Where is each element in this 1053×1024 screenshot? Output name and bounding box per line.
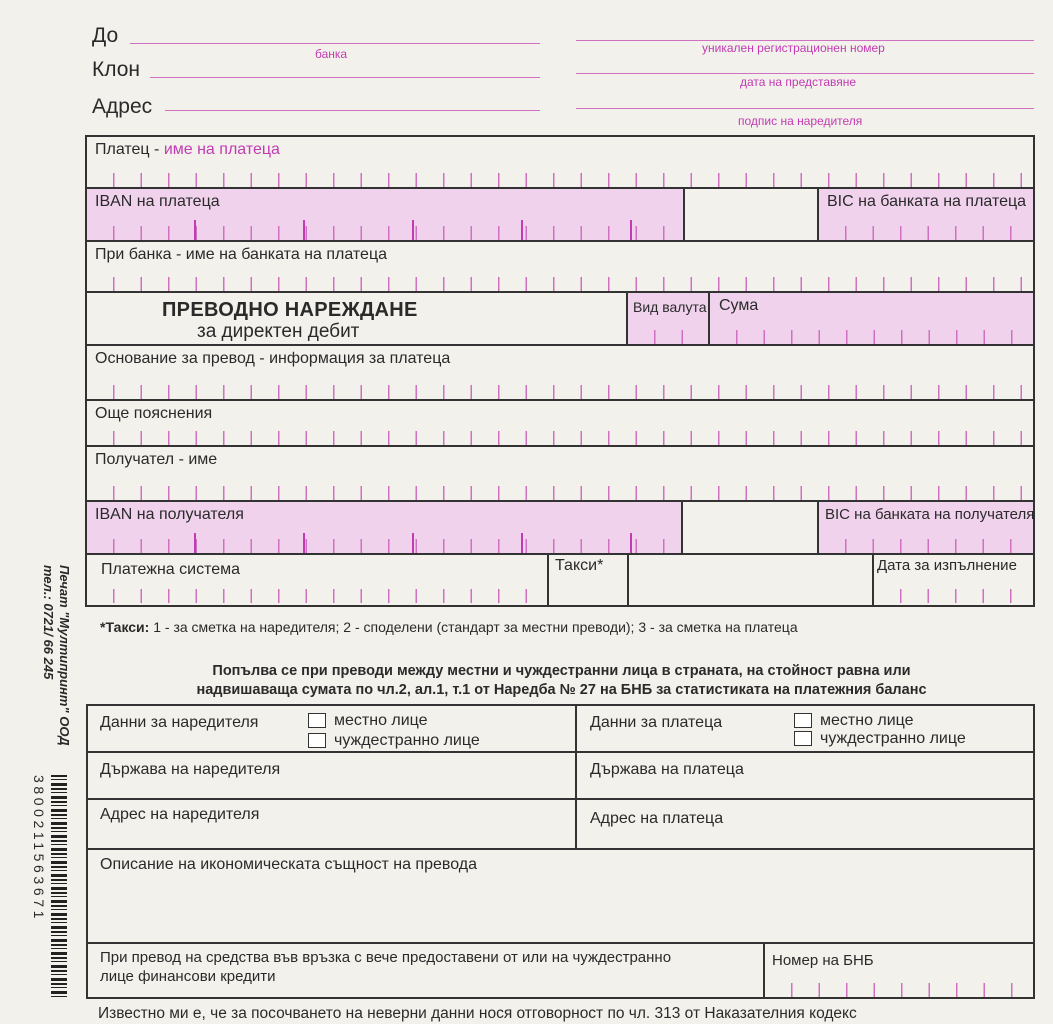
payer-data-label: Данни за платеца	[590, 714, 723, 731]
payer-address-field[interactable]	[577, 800, 1033, 848]
bnb-number-label: Номер на БНБ	[772, 952, 874, 969]
beneficiary-iban-label: IBAN на получателя	[95, 506, 244, 523]
payer-bank-label: При банка - име на банката на платеца	[95, 246, 387, 263]
date-hint: дата на представяне	[740, 75, 857, 89]
orderer-country-label: Държава на наредителя	[100, 761, 281, 778]
payer-local-checkbox[interactable]	[794, 713, 812, 728]
economic-desc-label: Описание на икономическата същност на превода	[100, 856, 477, 873]
signature-hint: подпис на наредителя	[738, 114, 863, 128]
document-title: ПРЕВОДНО НАРЕЖДАНЕ	[162, 299, 418, 321]
orderer-local-option[interactable]: местно лице	[308, 712, 428, 730]
payment-order-form	[85, 135, 1035, 607]
payer-bic-label: BIC на банката на платеца	[827, 193, 1027, 210]
orderer-country-field[interactable]	[88, 753, 575, 798]
beneficiary-iban-row	[87, 502, 1033, 555]
bank-line[interactable]	[130, 43, 540, 44]
orderer-local-checkbox[interactable]	[308, 713, 326, 728]
extra-row[interactable]	[87, 401, 1033, 447]
payer-input-ticks	[87, 173, 1033, 187]
country-row	[88, 753, 1033, 800]
to-label: До	[92, 24, 119, 47]
barcode	[33, 775, 67, 997]
printer-name: Печат "Мултипринт" ООД	[57, 565, 72, 746]
address-row	[88, 800, 1033, 850]
beneficiary-label: Получател - име	[95, 451, 218, 468]
payer-label: Платец - име на платеца	[95, 141, 280, 158]
beneficiary-bic-label: BIC на банката на получателя	[825, 506, 1035, 523]
beneficiary-row[interactable]	[87, 447, 1033, 502]
execution-date-field[interactable]	[874, 555, 1033, 603]
execution-date-label: Дата за изпълнение	[877, 557, 1017, 574]
currency-label: Вид валута	[633, 299, 707, 315]
person-type-row	[88, 706, 1033, 753]
reg-number-hint: уникален регистрационен номер	[702, 41, 885, 55]
address-line[interactable]	[165, 110, 540, 111]
extra-label: Още пояснения	[95, 405, 213, 422]
document-subtitle: за директен дебит	[197, 321, 360, 342]
barcode-digits: 3800211563671	[31, 775, 47, 922]
liability-statement: Известно ми е, че за посочването на неверни данни нося отговорност по чл. 313 от Наказателния кодекс	[98, 1005, 857, 1022]
title-row	[87, 293, 1033, 346]
payer-iban-row	[87, 189, 1033, 242]
payer-local-option[interactable]: местно лице	[794, 712, 914, 730]
payer-foreign-checkbox[interactable]	[794, 731, 812, 746]
payment-system-label: Платежна система	[101, 561, 241, 578]
payer-foreign-option[interactable]: чуждестранно лице	[794, 730, 966, 748]
orderer-address-field[interactable]	[88, 800, 575, 848]
payer-country-label: Държава на платеца	[590, 761, 744, 778]
statistics-form	[86, 704, 1035, 999]
orderer-data-label: Данни за наредителя	[100, 714, 259, 731]
orderer-foreign-checkbox[interactable]	[308, 733, 326, 748]
payment-system-row	[87, 555, 1033, 605]
payer-row[interactable]	[87, 137, 1033, 189]
payer-country-field[interactable]	[577, 753, 1033, 798]
amount-field[interactable]	[710, 293, 1033, 344]
bank-hint: банка	[315, 47, 348, 61]
orderer-address-label: Адрес на наредителя	[100, 806, 260, 823]
fees-note: *Такси: 1 - за сметка на наредителя; 2 - споделени (стандарт за местни преводи); 3 - за сметка на платеца	[100, 619, 798, 635]
fees-label: Такси*	[555, 557, 604, 574]
credit-label: При превод на средства във връзка с вече предоставени от или на чуждестранно лице финансови кредити	[100, 949, 672, 985]
amount-label: Сума	[719, 297, 759, 314]
payer-address-label: Адрес на платеца	[590, 810, 724, 827]
branch-label: Клон	[92, 58, 140, 81]
signature-line[interactable]	[576, 108, 1034, 109]
payment-system-field[interactable]	[87, 555, 547, 603]
reason-row[interactable]	[87, 346, 1033, 401]
credit-row	[88, 944, 1033, 997]
printer-phone: тел.: 0721/ 66 245	[41, 565, 56, 680]
fees-field[interactable]	[549, 555, 627, 603]
payer-bank-row[interactable]	[87, 242, 1033, 293]
branch-line[interactable]	[150, 77, 540, 78]
payer-iban-label: IBAN на платеца	[95, 193, 220, 210]
address-label: Адрес	[92, 95, 153, 118]
date-line[interactable]	[576, 73, 1034, 74]
section2-heading: Попълва се при преводи между местни и чуждестранни лица в страната, на стойност равна или надвишаваща сумата по чл.2, ал.1, т.1 от Наредба № 27 на БНБ за статистиката на платежния баланс	[196, 663, 927, 698]
reason-label: Основание за превод - информация за платеца	[95, 350, 451, 367]
bnb-number-field[interactable]	[765, 944, 1033, 997]
economic-desc-row[interactable]	[88, 850, 1033, 944]
orderer-foreign-option[interactable]: чуждестранно лице	[308, 732, 480, 750]
